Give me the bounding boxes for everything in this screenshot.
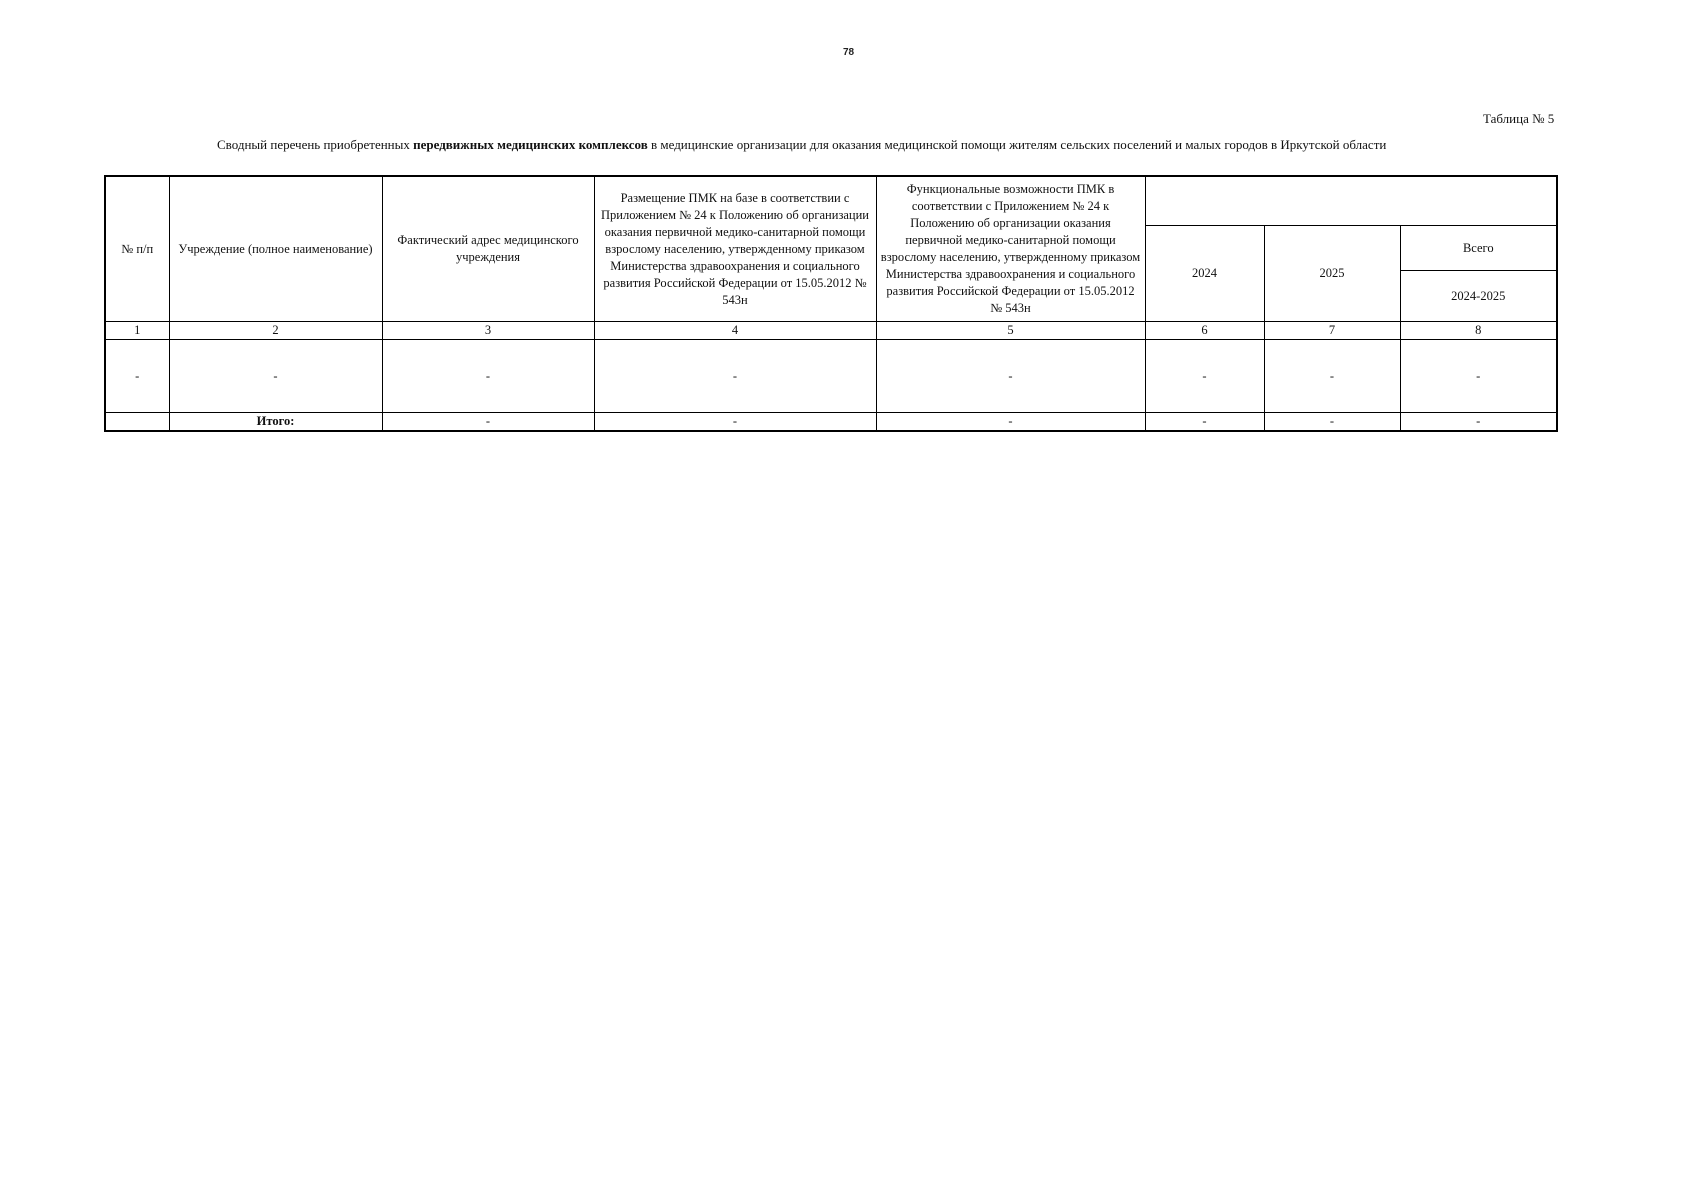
header-total-period: 2024-2025 [1400,271,1557,322]
column-number: 6 [1145,322,1264,340]
total-cell: - [594,413,876,432]
total-label: Итого: [169,413,382,432]
title-prefix: Сводный перечень приобретенных [217,137,414,152]
table-cell: - [169,340,382,413]
table-row [105,340,1557,413]
table-cell: - [1145,340,1264,413]
header-total: Всего [1400,226,1557,271]
column-number: 7 [1264,322,1400,340]
table-cell: - [876,340,1145,413]
summary-table [104,175,1558,432]
column-number: 3 [382,322,594,340]
total-cell: - [1145,413,1264,432]
table-cell: - [594,340,876,413]
column-number: 8 [1400,322,1557,340]
table-label: Таблица № 5 [1483,111,1555,126]
column-number: 2 [169,322,382,340]
table-cell: - [1400,340,1557,413]
total-cell: - [876,413,1145,432]
total-cell: - [1400,413,1557,432]
column-number: 5 [876,322,1145,340]
document-title [217,137,1386,153]
header-functional: Функциональные возможности ПМК в соответствии с Приложением № 24 к Положению об организации оказания первичной медико-санитарной помощи взрослому населению, утвержденному приказом Министерства здравоохранения и социального развития Российской Федерации от 15.05.2012 № 543н [876,176,1145,322]
header-num: № п/п [105,176,169,322]
column-number: 1 [105,322,169,340]
header-institution: Учреждение (полное наименование) [169,176,382,322]
title-suffix: в медицинские организации для оказания медицинской помощи жителям сельских поселений и малых городов в Иркутской области [647,137,1387,152]
header-placement: Размещение ПМК на базе в соответствии с Приложением № 24 к Положению об организации оказания первичной медико-санитарной помощи взрослому населению, утвержденному приказом Министерства здравоохранения и социального развития Российской Федерации от 15.05.2012 № 543н [594,176,876,322]
column-number: 4 [594,322,876,340]
header-years-group [1145,176,1557,226]
total-cell: - [382,413,594,432]
total-cell: - [1264,413,1400,432]
header-year-2025: 2025 [1264,226,1400,322]
header-address: Фактический адрес медицинского учреждения [382,176,594,322]
title-bold: передвижных медицинских комплексов [413,137,648,152]
table-cell: - [1264,340,1400,413]
table-cell: - [105,340,169,413]
total-row [105,413,1557,432]
page-number: 78 [842,47,855,58]
total-empty-cell [105,413,169,432]
column-number-row [105,322,1557,340]
header-year-2024: 2024 [1145,226,1264,322]
table-cell: - [382,340,594,413]
